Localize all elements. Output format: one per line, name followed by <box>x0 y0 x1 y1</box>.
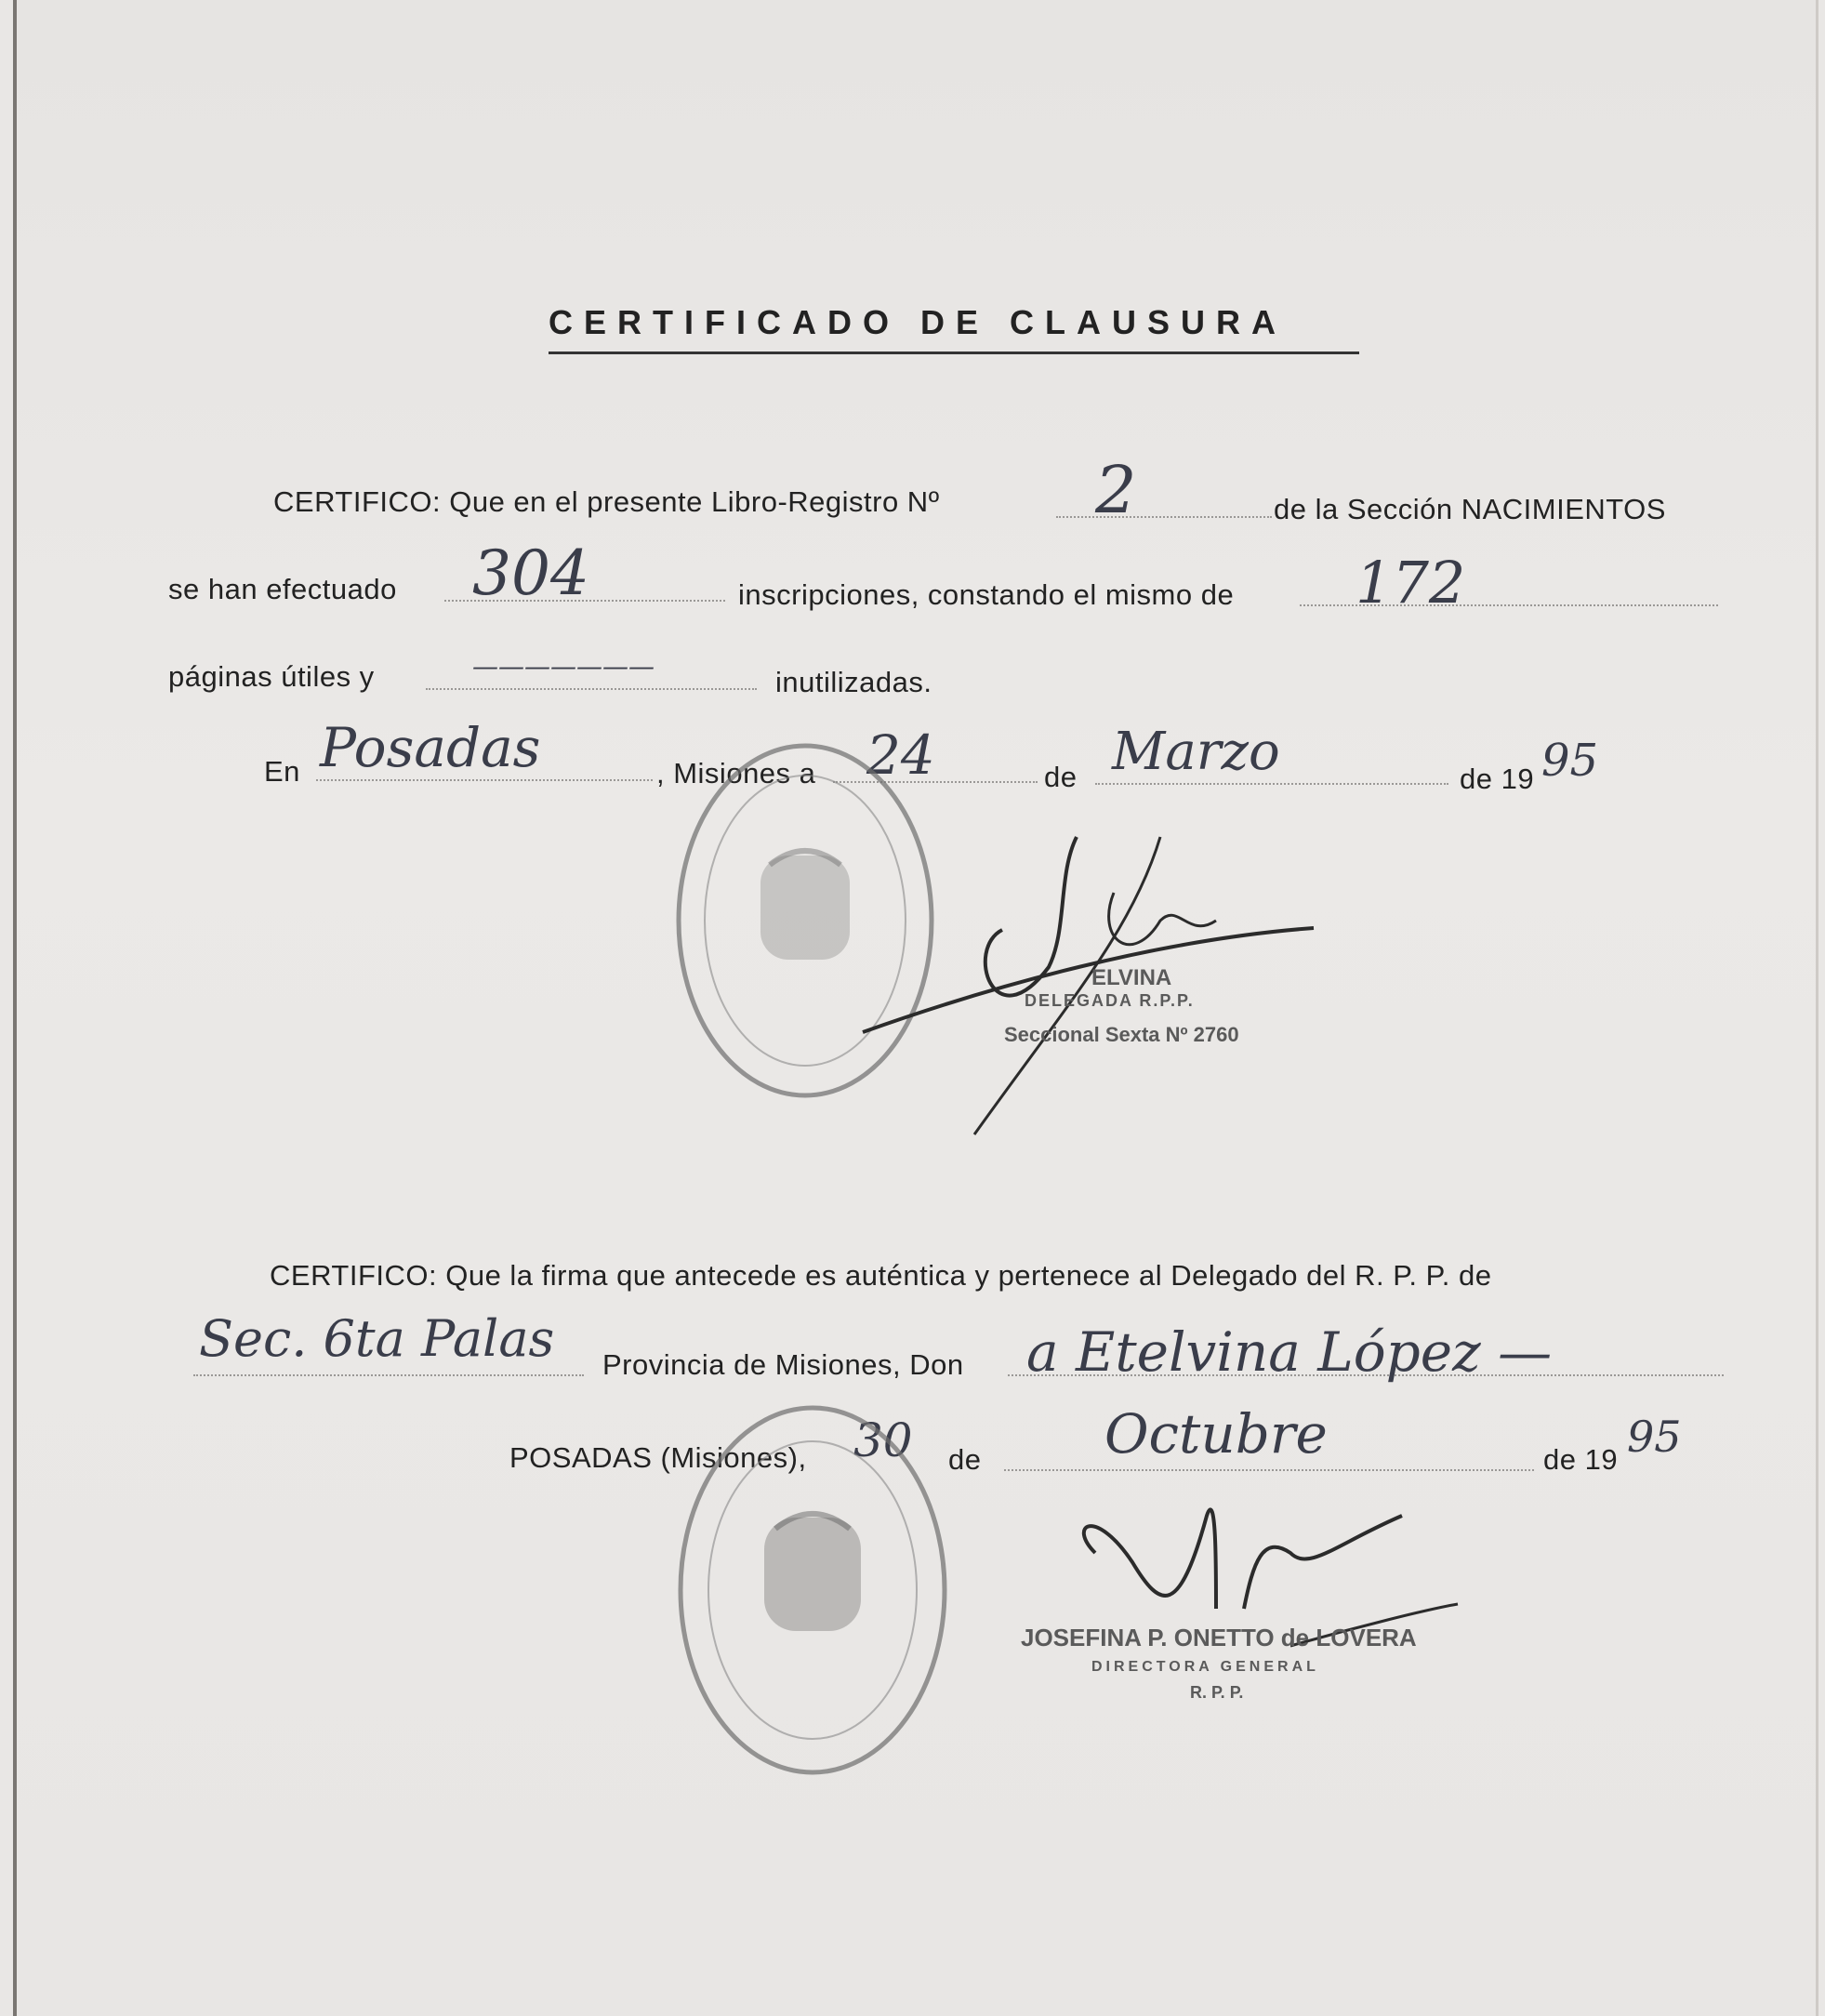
stamp1-seccional: Seccional Sexta Nº 2760 <box>1004 1023 1239 1046</box>
paginas-utiles-label: páginas útiles y <box>168 660 375 693</box>
stamp2-role: DIRECTORA GENERAL <box>1091 1659 1319 1675</box>
month2-value: Octubre <box>1104 1402 1328 1466</box>
official-seal-2 <box>649 1380 984 1789</box>
stamp2-name: JOSEFINA P. ONETTO de LOVERA <box>1021 1624 1417 1651</box>
month-line <box>1095 783 1448 785</box>
month2-line <box>1004 1469 1534 1471</box>
certifico-firma-text: CERTIFICO: Que la firma que antecede es auténtica y pertenece al Delegado del R. P. P. de <box>270 1259 1492 1292</box>
misiones-label: , Misiones a <box>656 757 816 789</box>
seccional-value: Sec. 6ta Palas <box>199 1309 555 1368</box>
certifico-libro-text: CERTIFICO: Que en el presente Libro-Registro Nº <box>273 485 940 518</box>
city-line <box>316 779 653 781</box>
inutilizadas-value: ——————— <box>472 651 655 682</box>
en-label: En <box>264 755 300 788</box>
paginas-count: 172 <box>1356 549 1466 617</box>
stamp1-name: ELVINA <box>1091 965 1172 990</box>
libro-numero-value: 2 <box>1095 452 1137 528</box>
inutilizadas-line <box>426 688 757 690</box>
posadas-label: POSADAS (Misiones), <box>509 1441 807 1474</box>
month-value: Marzo <box>1112 722 1280 782</box>
title-underline <box>549 351 1359 354</box>
libro-numero-line <box>1056 516 1272 518</box>
efectuado-label: se han efectuado <box>168 573 397 605</box>
de-label: de <box>1044 761 1078 793</box>
document-page <box>13 0 1818 2016</box>
year2-suffix: 95 <box>1627 1412 1682 1462</box>
de2-label: de <box>948 1443 982 1476</box>
city-value: Posadas <box>320 716 541 779</box>
year-suffix: 95 <box>1541 735 1599 787</box>
year2-prefix-label: de 19 <box>1543 1443 1619 1476</box>
day-value: 24 <box>866 723 935 787</box>
stamp2-rpp: R. P. P. <box>1190 1683 1244 1702</box>
inscripciones-text: inscripciones, constando el mismo de <box>738 578 1235 611</box>
inutilizadas-label: inutilizadas. <box>775 666 932 698</box>
seccional-line <box>193 1374 584 1376</box>
seccion-text: de la Sección NACIMIENTOS <box>1274 493 1666 525</box>
provincia-label: Provincia de Misiones, Don <box>602 1348 964 1381</box>
day2-value: 30 <box>853 1413 913 1467</box>
inscripciones-count: 304 <box>472 537 589 609</box>
year-prefix-label: de 19 <box>1460 763 1535 795</box>
person-name: a Etelvina López — <box>1026 1320 1553 1384</box>
document-title: CERTIFICADO DE CLAUSURA <box>549 303 1287 341</box>
stamp1-role: DELEGADA R.P.P. <box>1025 991 1195 1010</box>
